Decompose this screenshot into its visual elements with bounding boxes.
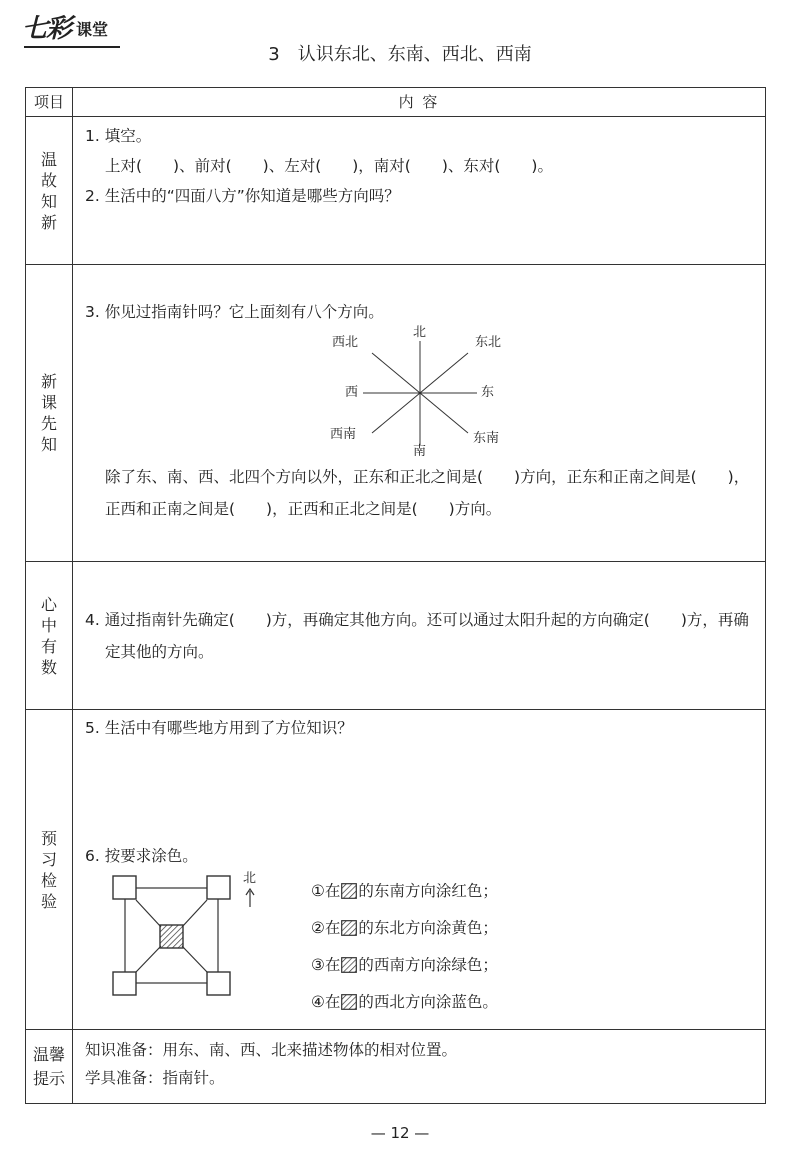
- section-content: [73, 1030, 766, 1104]
- hatched-square-icon: [341, 883, 357, 899]
- section-preview: [26, 710, 766, 1030]
- coloring-exercise: [85, 871, 755, 1011]
- worksheet-table: [25, 87, 766, 1104]
- column-header-item: 项目: [26, 88, 73, 117]
- section-content: [73, 117, 766, 265]
- tip-knowledge: 知识准备：用东、南、西、北来描述物体的相对位置。: [85, 1041, 458, 1059]
- page-title: [0, 42, 800, 68]
- tip-tools: 学具准备：指南针。: [85, 1069, 225, 1087]
- question-5: 5. 生活中有哪些地方用到了方位知识？: [85, 719, 353, 737]
- question-4[interactable]: 4. 通过指南针先确定( )方，再确定其他方向。还可以通过太阳升起的方向确定( )方，再确定其他的方向。: [85, 611, 749, 661]
- north-label: 北: [243, 871, 257, 886]
- compass-diagram: [325, 327, 515, 459]
- compass-west: 西: [345, 385, 359, 400]
- question-3: 3. 你见过指南针吗？它上面刻有八个方向。: [85, 303, 384, 321]
- north-arrow: [241, 871, 261, 911]
- compass-east: 东: [481, 385, 495, 400]
- section-mind: [26, 562, 766, 710]
- instruction-4: ④在 的西北方向涂蓝色。: [311, 993, 498, 1011]
- instruction-3: ③在 的西南方向涂绿色；: [311, 956, 498, 974]
- section-tips: [26, 1030, 766, 1104]
- section-label: 温故知新: [26, 117, 73, 265]
- compass-southeast: 东南: [473, 431, 500, 446]
- section-label: 心中有数: [26, 562, 73, 710]
- compass-northwest: 西北: [332, 335, 359, 350]
- question-1-blanks[interactable]: 上对( )、前对( )、左对( )，南对( )、东对( )。: [105, 157, 553, 175]
- brand-name: 课堂: [76, 20, 109, 39]
- instruction-1: ①在 的东南方向涂红色；: [311, 882, 498, 900]
- question-6: 6. 按要求涂色。: [85, 847, 198, 865]
- section-content: [73, 710, 766, 1030]
- lesson-title: 认识东北、东南、西北、西南: [297, 44, 532, 65]
- section-label: 预习检验: [26, 710, 73, 1030]
- column-header-content: 内 容: [73, 88, 766, 117]
- section-label: 新课先知: [26, 265, 73, 562]
- hatched-square-icon: [341, 920, 357, 936]
- north-arrow-icon: [241, 871, 261, 911]
- page-number: — 12 —: [370, 1124, 430, 1142]
- compass-northeast: 东北: [475, 335, 502, 350]
- compass-north: 北: [413, 325, 427, 340]
- compass-south: 南: [413, 444, 427, 459]
- question-2: 2. 生活中的“四面八方”你知道是哪些方向吗？: [85, 187, 400, 205]
- section-content: [73, 265, 766, 562]
- brand-logo-mark: 七彩: [22, 14, 71, 44]
- question-3-blanks[interactable]: 除了东、南、西、北四个方向以外，正东和正北之间是( )方向，正东和正南之间是( )，正西和正南之间是( )，正西和正北之间是( )方向。: [105, 468, 750, 518]
- section-content: [73, 562, 766, 710]
- header-row: [26, 88, 766, 117]
- section-label: 温馨提示: [26, 1030, 73, 1104]
- grid-figure[interactable]: [109, 875, 239, 997]
- section-review: [26, 117, 766, 265]
- hatched-square-icon: [341, 994, 357, 1010]
- compass-southwest: 西南: [330, 427, 357, 442]
- section-new-lesson: [26, 265, 766, 562]
- coloring-instructions: [311, 873, 498, 1021]
- hatched-square-icon: [341, 957, 357, 973]
- question-1: 1. 填空。: [85, 127, 152, 145]
- lesson-number: 3: [268, 44, 280, 65]
- instruction-2: ②在 的东北方向涂黄色；: [311, 919, 498, 937]
